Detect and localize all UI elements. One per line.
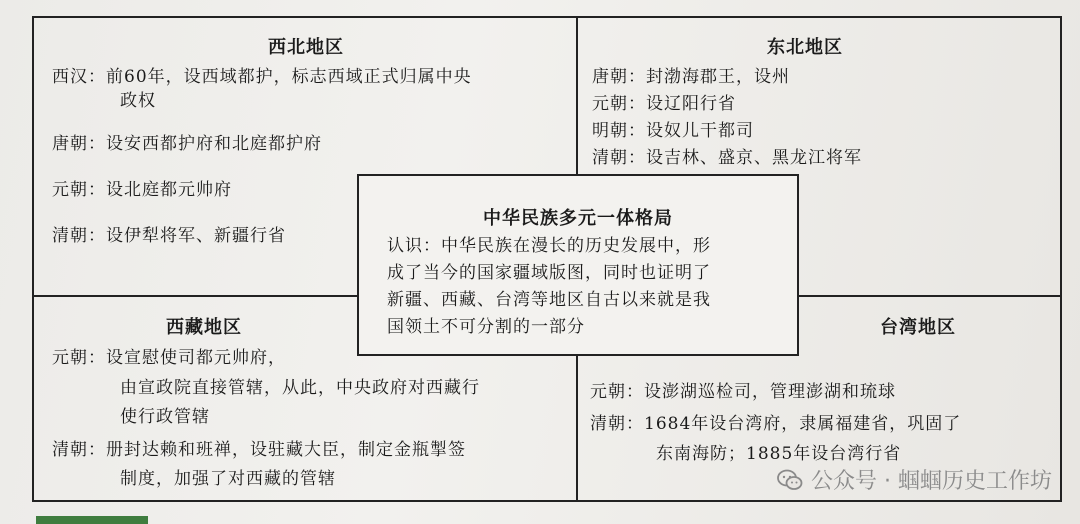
center-line: 新疆、西藏、台湾等地区自古以来就是我 <box>387 290 711 310</box>
northeast-line: 唐朝：封渤海郡王，设州 <box>592 67 790 87</box>
tibet-title: 西藏地区 <box>166 317 242 338</box>
tibet-line: 元朝：设宣慰使司都元帅府， <box>52 348 286 368</box>
northeast-line: 明朝：设奴儿干都司 <box>592 121 754 141</box>
tibet-line: 清朝：册封达赖和班禅，设驻藏大臣，制定金瓶掣签 <box>52 440 466 460</box>
watermark-text: 公众号 · 蝈蝈历史工作坊 <box>811 469 1052 494</box>
tibet-line: 使行政管辖 <box>120 407 210 427</box>
center-summary-box <box>357 174 799 356</box>
tibet-line: 制度，加强了对西藏的管辖 <box>120 469 336 489</box>
northeast-line: 元朝：设辽阳行省 <box>592 94 736 114</box>
northwest-title: 西北地区 <box>268 37 344 58</box>
center-line: 认识：中华民族在漫长的历史发展中，形 <box>387 236 711 256</box>
taiwan-line: 东南海防；1885年设台湾行省 <box>656 444 902 464</box>
taiwan-line: 清朝：1684年设台湾府，隶属福建省，巩固了 <box>590 414 962 434</box>
taiwan-title: 台湾地区 <box>880 317 956 338</box>
northwest-line: 政权 <box>120 91 156 111</box>
northwest-line: 西汉：前60年，设西域都护，标志西域正式归属中央 <box>52 67 472 87</box>
northwest-line: 唐朝：设安西都护府和北庭都护府 <box>52 134 322 154</box>
northwest-line: 元朝：设北庭都元帅府 <box>52 180 232 200</box>
wechat-icon <box>777 469 803 491</box>
northwest-line: 清朝：设伊犁将军、新疆行省 <box>52 226 286 246</box>
taiwan-line: 元朝：设澎湖巡检司，管理澎湖和琉球 <box>590 382 896 402</box>
northeast-title: 东北地区 <box>767 37 843 58</box>
tibet-line: 由宣政院直接管辖，从此，中央政府对西藏行 <box>120 378 480 398</box>
center-line: 国领土不可分割的一部分 <box>387 317 585 337</box>
center-title: 中华民族多元一体格局 <box>483 208 673 229</box>
northeast-line: 清朝：设吉林、盛京、黑龙江将军 <box>592 148 862 168</box>
watermark <box>777 464 1052 495</box>
center-line: 成了当今的国家疆域版图，同时也证明了 <box>387 263 711 283</box>
page-edge-strip <box>36 516 148 524</box>
